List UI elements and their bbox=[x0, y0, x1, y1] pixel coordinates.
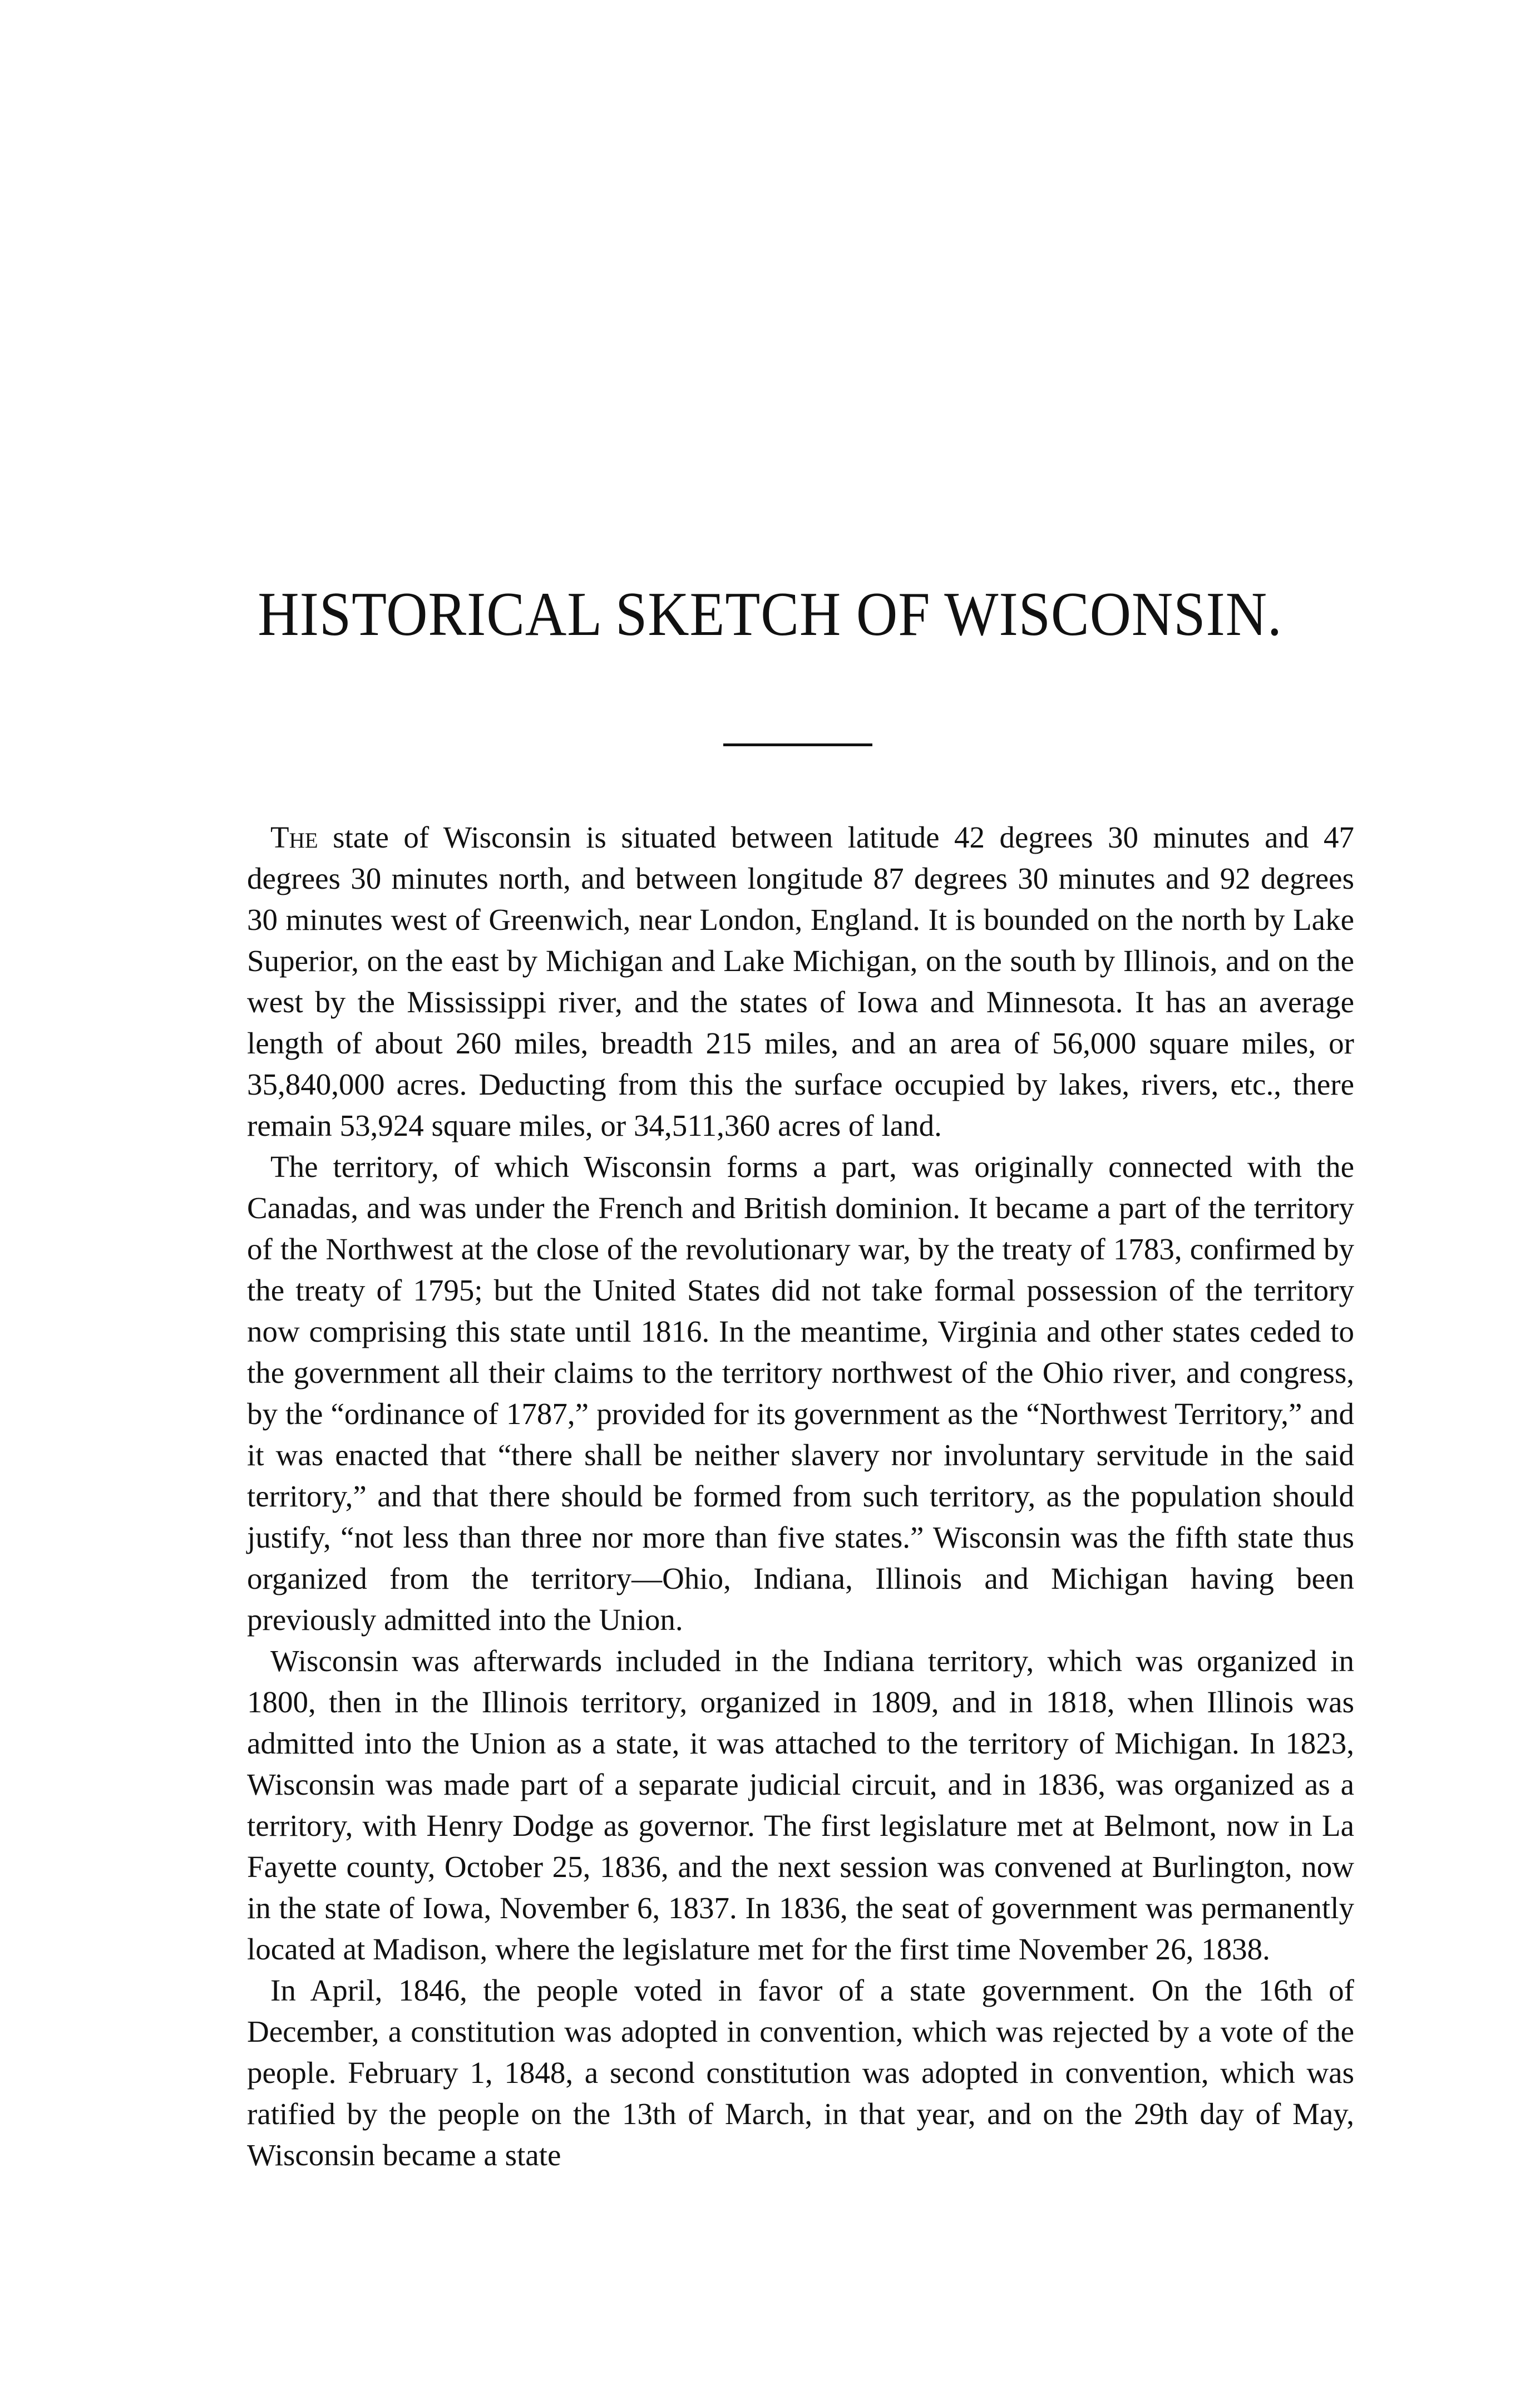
paragraph-statehood bbox=[247, 1970, 1354, 2176]
title-divider-rule bbox=[723, 743, 872, 746]
paragraph-territory bbox=[247, 1146, 1354, 1641]
page-title: HISTORICAL SKETCH OF WISCONSIN. bbox=[258, 580, 1282, 649]
paragraph-text: The territory, of which Wisconsin forms a part, was originally connected with the Canadas, and was under the French and British dominion. It became a part of the territory of the Northwest at the close of the revolutionary war, by the treaty of 1783, confirmed by the treaty of 1795; but the United States did not take formal possession of the territory now comprising this state until 1816. In the meantime, Virginia and other states ceded to the government all their claims to the territory northwest of the Ohio river, and congress, by the “ordinance of 1787,” provided for its government as the “Northwest Territory,” and it was enacted that “there shall be neither slavery nor involuntary servitude in the said territory,” and that there should be formed from such territory, as the population should justify, “not less than three nor more than five states.” Wisconsin was the fifth state thus organized from the territory—Ohio, Indiana, Illinois and Michigan having been previously admitted into the Union. bbox=[247, 1150, 1354, 1637]
paragraph-lead-word: The bbox=[270, 820, 318, 854]
body-text bbox=[247, 817, 1354, 2176]
paragraph-location bbox=[247, 817, 1354, 1146]
paragraph-organization bbox=[247, 1641, 1354, 1970]
paragraph-text: In April, 1846, the people voted in favor of a state government. On the 16th of December, a constitution was adopted in convention, which was rejected by a vote of the people. February 1, 1848, a second constitution was adopted in convention, which was ratified by the people on the 13th of March, in that year, and on the 29th day of May, Wisconsin became a state bbox=[247, 1973, 1354, 2172]
paragraph-text: state of Wisconsin is situated between latitude 42 degrees 30 minutes and 47 degrees 30 minutes north, and between longitude 87 degrees 30 minutes and 92 degrees 30 minutes west of Greenwich, near London, England. It is bounded on the north by Lake Superior, on the east by Michigan and Lake Michigan, on the south by Illinois, and on the west by the Mississippi river, and the states of Iowa and Minnesota. It has an average length of about 260 miles, breadth 215 miles, and an area of 56,000 square miles, or 35,840,000 acres. Deducting from this the surface occupied by lakes, rivers, etc., there remain 53,924 square miles, or 34,511,360 acres of land. bbox=[247, 820, 1354, 1142]
paragraph-text: Wisconsin was afterwards included in the Indiana territory, which was organized in 1800, then in the Illinois territory, organized in 1809, and in 1818, when Illinois was admitted into the Union as a state, it was attached to the territory of Michigan. In 1823, Wisconsin was made part of a separate judicial circuit, and in 1836, was organized as a territory, with Henry Dodge as governor. The first legislature met at Belmont, now in La Fayette county, October 25, 1836, and the next session was convened at Burlington, now in the state of Iowa, November 6, 1837. In 1836, the seat of government was permanently located at Madison, where the legislature met for the first time November 26, 1838. bbox=[247, 1644, 1354, 1966]
